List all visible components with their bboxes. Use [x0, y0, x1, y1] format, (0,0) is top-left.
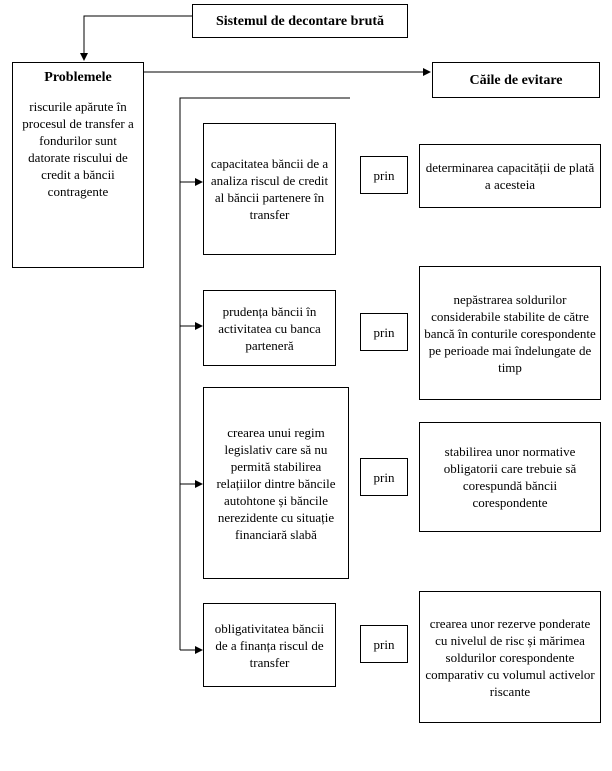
top-title-label: Sistemul de decontare brută — [215, 13, 385, 29]
via-text-3: prin — [373, 469, 395, 485]
cause-text-1: capacitatea băncii de a analiza riscul de credit al băncii partenere în transfer — [210, 156, 329, 222]
ways-title: Căile de evitare — [469, 72, 563, 88]
cause-box-3 — [203, 387, 349, 579]
remedy-box-2 — [419, 266, 601, 400]
via-box-2 — [360, 313, 408, 351]
problems-box — [12, 62, 144, 268]
top-title-box — [192, 4, 408, 38]
remedy-box-4 — [419, 591, 601, 723]
remedy-text-3: stabilirea unor normative obligatorii care trebuie să corespundă băncii corespondente — [443, 444, 577, 510]
problems-text: riscurile apărute în procesul de transfer a fondurilor sunt datorate riscului de credit a băncii contragente — [22, 99, 134, 199]
problems-title: Problemele — [44, 70, 112, 85]
cause-box-1 — [203, 123, 336, 255]
cause-text-3: crearea unui regim legislativ care să nu permită stabilirea relațiilor dintre băncile autohtone și băncile nerezidente cu situație financiară slabă — [216, 424, 336, 542]
cause-box-2 — [203, 290, 336, 366]
title-to-problems-connector — [84, 16, 192, 60]
ways-box — [432, 62, 600, 98]
via-box-3 — [360, 458, 408, 496]
cause-text-2: prudența băncii în activitatea cu banca parteneră — [218, 303, 321, 353]
via-box-1 — [360, 156, 408, 194]
cause-text-4: obligativitatea băncii de a finanța riscul de transfer — [214, 620, 325, 670]
remedy-box-3 — [419, 422, 601, 532]
remedy-text-4: crearea unor rezerve ponderate cu nivelul de risc și mărimea soldurilor corespondente comparativ cu volumul activelor riscante — [425, 615, 595, 699]
via-text-2: prin — [373, 324, 395, 340]
via-box-4 — [360, 625, 408, 663]
remedy-box-1 — [419, 144, 601, 208]
cause-box-4 — [203, 603, 336, 687]
remedy-text-2: nepăstrarea soldurilor considerabile stabilite de către bancă în conturile corespondente pe perioade mai îndelungate de timp — [424, 291, 596, 375]
via-text-1: prin — [373, 167, 395, 183]
remedy-text-1: determinarea capacității de plată a acesteia — [425, 160, 595, 192]
via-text-4: prin — [373, 636, 395, 652]
